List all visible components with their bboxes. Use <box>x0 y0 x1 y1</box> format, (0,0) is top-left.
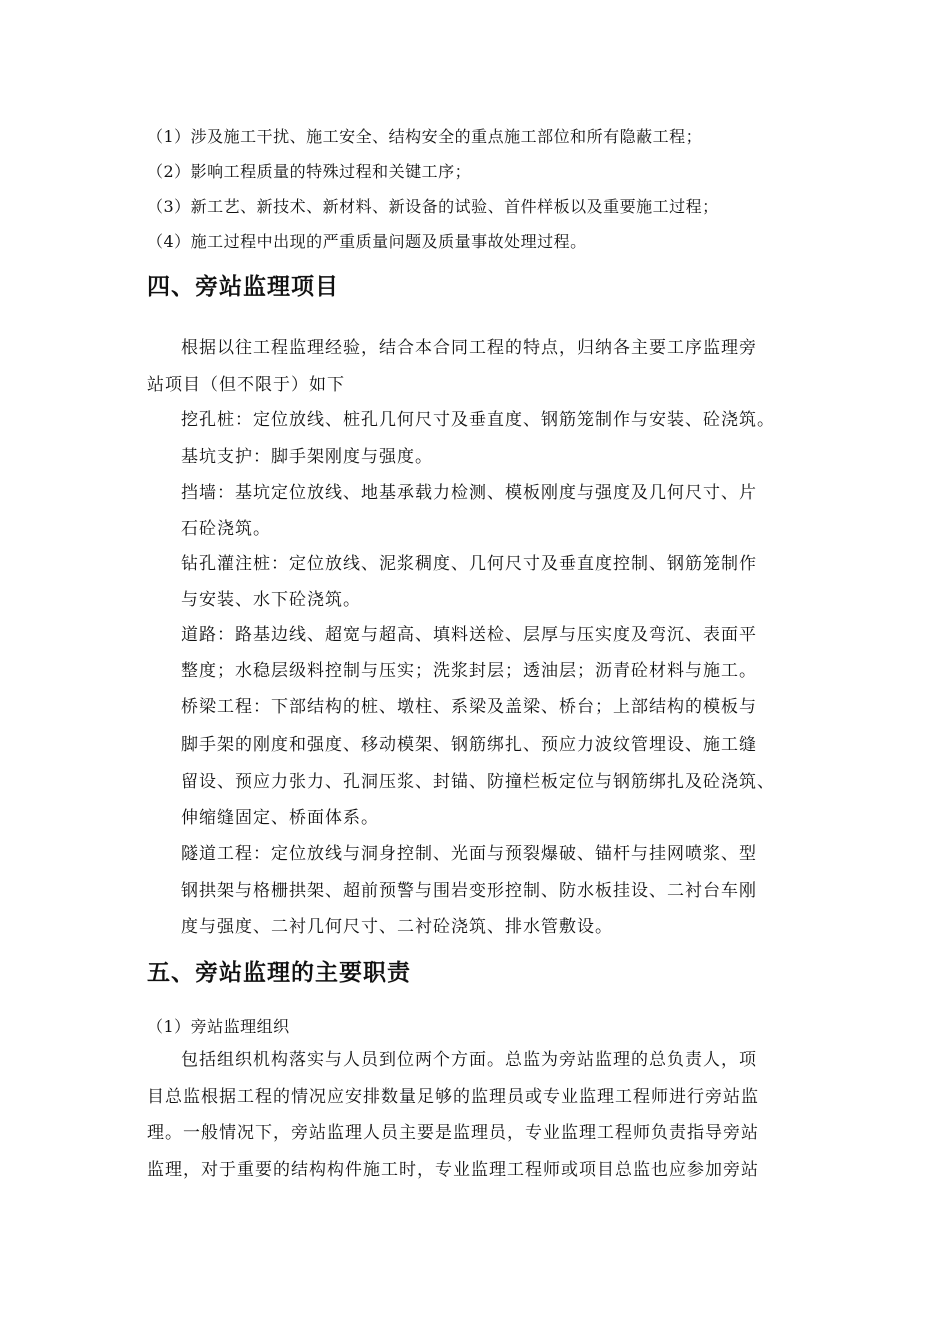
list-item: （1）涉及施工干扰、施工安全、结构安全的重点施工部位和所有隐蔽工程； <box>147 127 703 146</box>
paragraph-line: 目总监根据工程的情况应安排数量足够的监理员或专业监理工程师进行旁站监 <box>147 1087 759 1107</box>
item-line: 石砼浇筑。 <box>181 519 271 539</box>
item-line: 桥梁工程：下部结构的桩、墩柱、系梁及盖梁、桥台；上部结构的模板与 <box>181 697 757 717</box>
paragraph-line: 站项目（但不限于）如下 <box>147 375 345 395</box>
list-item: （2）影响工程质量的特殊过程和关键工序； <box>147 162 472 181</box>
item-line: 挡墙：基坑定位放线、地基承载力检测、模板刚度与强度及几何尺寸、片 <box>181 483 757 503</box>
item-line: 钢拱架与格栅拱架、超前预警与围岩变形控制、防水板挂设、二衬台车刚 <box>181 881 757 901</box>
subheading: （1）旁站监理组织 <box>147 1017 290 1036</box>
paragraph-line: 监理，对于重要的结构构件施工时，专业监理工程师或项目总监也应参加旁站 <box>147 1160 759 1180</box>
item-line: 脚手架的刚度和强度、移动模架、钢筋绑扎、预应力波纹管埋设、施工缝 <box>181 735 757 755</box>
item-line: 道路：路基边线、超宽与超高、填料送检、层厚与压实度及弯沉、表面平 <box>181 625 757 645</box>
item-line: 隧道工程：定位放线与洞身控制、光面与预裂爆破、锚杆与挂网喷浆、型 <box>181 844 757 864</box>
item-line: 挖孔桩：定位放线、桩孔几何尺寸及垂直度、钢筋笼制作与安装、砼浇筑。 <box>181 410 775 430</box>
paragraph-line: 根据以往工程监理经验，结合本合同工程的特点，归纳各主要工序监理旁 <box>181 338 757 358</box>
list-item: （3）新工艺、新技术、新材料、新设备的试验、首件样板以及重要施工过程； <box>147 197 719 216</box>
item-line: 钻孔灌注桩：定位放线、泥浆稠度、几何尺寸及垂直度控制、钢筋笼制作 <box>181 554 757 574</box>
item-line: 整度；水稳层级料控制与压实；洗浆封层；透油层；沥青砼材料与施工。 <box>181 661 757 681</box>
item-line: 基坑支护：脚手架刚度与强度。 <box>181 447 433 467</box>
paragraph-line: 理。一般情况下，旁站监理人员主要是监理员，专业监理工程师负责指导旁站 <box>147 1123 759 1143</box>
paragraph-line: 包括组织机构落实与人员到位两个方面。总监为旁站监理的总负责人，项 <box>181 1050 757 1070</box>
section-heading: 五、旁站监理的主要职责 <box>147 960 411 986</box>
item-line: 留设、预应力张力、孔洞压浆、封锚、防撞栏板定位与钢筋绑扎及砼浇筑、 <box>181 772 775 792</box>
list-item: （4）施工过程中出现的严重质量问题及质量事故处理过程。 <box>147 232 587 251</box>
section-heading: 四、旁站监理项目 <box>147 274 339 300</box>
item-line: 与安装、水下砼浇筑。 <box>181 590 361 610</box>
item-line: 伸缩缝固定、桥面体系。 <box>181 808 379 828</box>
item-line: 度与强度、二衬几何尺寸、二衬砼浇筑、排水管敷设。 <box>181 917 613 937</box>
